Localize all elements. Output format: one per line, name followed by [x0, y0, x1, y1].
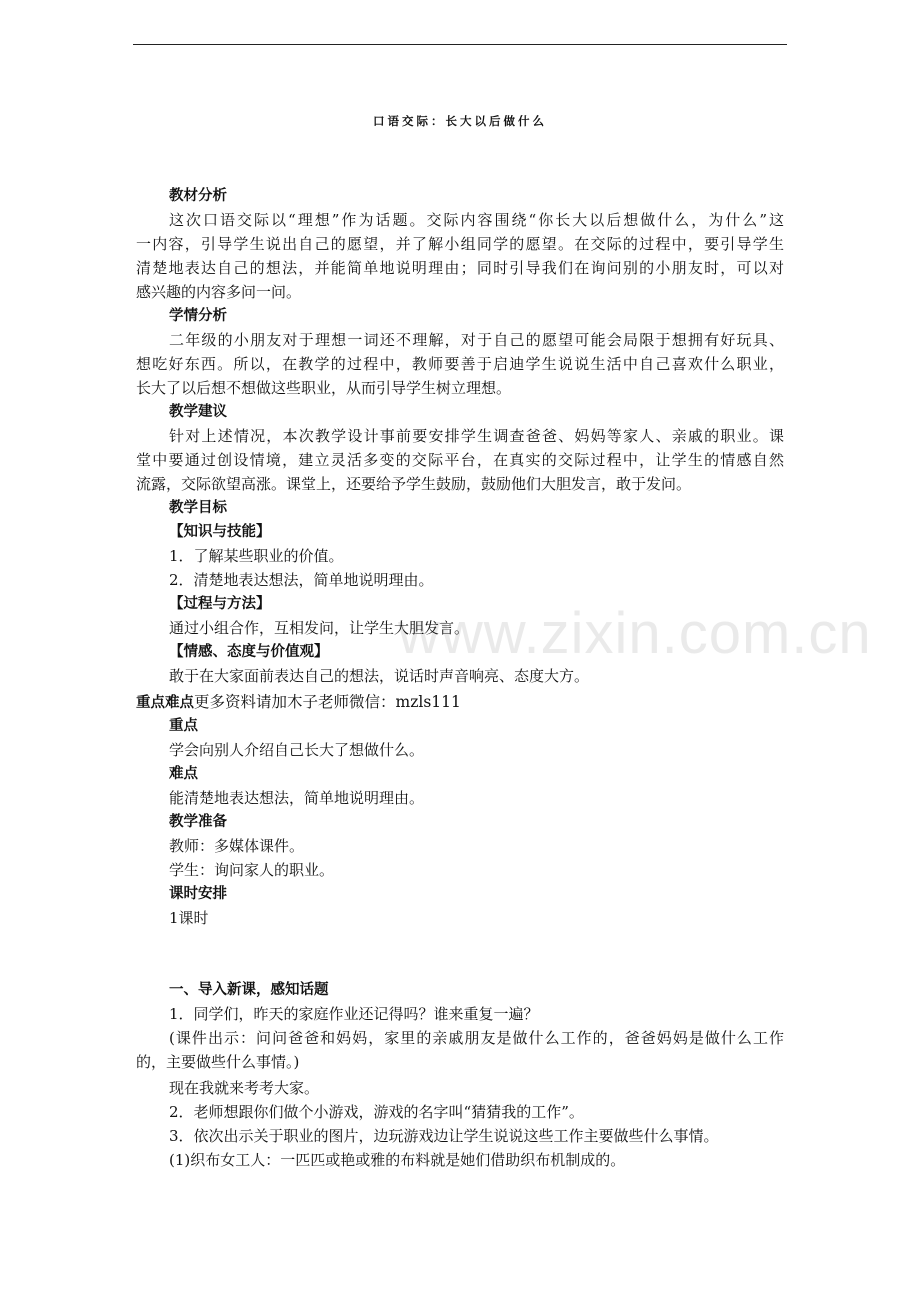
paragraph-line: 现在我就来考考大家。 — [169, 1079, 320, 1097]
schedule-text: 1课时 — [169, 909, 209, 927]
goal-item: 2．清楚地表达想法，简单地说明理由。 — [169, 571, 434, 589]
goal-text: 敢于在大家面前表达自己的想法，说话时声音响亮、态度大方。 — [169, 667, 590, 685]
key-text: 学会向别人介绍自己长大了想做什么。 — [169, 741, 425, 759]
paragraph-line: 1．同学们，昨天的家庭作业还记得吗？谁来重复一遍？ — [169, 1005, 539, 1023]
goal-heading-knowledge: 【知识与技能】 — [169, 524, 271, 540]
part-heading-intro: 一、导入新课，感知话题 — [169, 982, 329, 998]
paragraph-line: 二年级的小朋友对于理想一词还不理解，对于自己的愿望可能会局限于想拥有好玩具、 — [169, 331, 784, 349]
paragraph-line: 的，主要做些什么事情。) — [136, 1053, 300, 1071]
paragraph-line: 3．依次出示关于职业的图片，边玩游戏边让学生说说这些工作主要做些什么事情。 — [169, 1127, 719, 1145]
paragraph-line: 清楚地表达自己的想法，并能简单地说明理由；同时引导我们在询问别的小朋友时，可以对 — [136, 259, 784, 277]
watermark: www.zixin.com.cn — [398, 601, 872, 666]
paragraph-line: 感兴趣的内容多问一问。 — [136, 283, 302, 301]
section-heading-schedule: 课时安排 — [169, 886, 227, 902]
goal-text: 通过小组合作，互相发问，让学生大胆发言。 — [169, 619, 470, 637]
header-rule — [133, 44, 787, 45]
paragraph-line: 长大了以后想不想做这些职业，从而引导学生树立理想。 — [136, 379, 512, 397]
prep-student: 学生：询问家人的职业。 — [169, 861, 335, 879]
paragraph-line: 堂中要通过创设情境，建立灵活多变的交际平台，在真实的交际过程中，让学生的情感自然 — [136, 451, 784, 469]
prep-teacher: 教师：多媒体课件。 — [169, 837, 305, 855]
paragraph-line: 2．老师想跟你们做个小游戏，游戏的名字叫“猜猜我的工作”。 — [169, 1103, 584, 1121]
goal-item: 1．了解某些职业的价值。 — [169, 547, 344, 565]
subheading-difficulty: 难点 — [169, 766, 198, 782]
paragraph-line: (课件出示：问问爸爸和妈妈，家里的亲戚朋友是做什么工作的，爸爸妈妈是做什么工作 — [169, 1029, 784, 1047]
promo-note: 更多资料请加木子老师微信：mzls111 — [194, 693, 461, 711]
goal-heading-process: 【过程与方法】 — [169, 596, 271, 612]
section-heading-student-analysis: 学情分析 — [169, 308, 227, 324]
section-heading-textbook-analysis: 教材分析 — [169, 188, 227, 204]
section-heading-preparation: 教学准备 — [169, 814, 227, 830]
section-heading-teaching-advice: 教学建议 — [169, 404, 227, 420]
paragraph-line: 一内容，引导学生说出自己的愿望，并了解小组同学的愿望。在交际的过程中，要引导学生 — [136, 235, 784, 253]
paragraph-line: 这次口语交际以“理想”作为话题。交际内容围绕“你长大以后想做什么，为什么”这 — [169, 211, 784, 229]
section-heading-key-points: 重点难点 — [136, 695, 194, 711]
goal-heading-emotion: 【情感、态度与价值观】 — [169, 644, 329, 660]
paragraph-line: 针对上述情况，本次教学设计事前要安排学生调查爸爸、妈妈等家人、亲戚的职业。课 — [169, 427, 784, 445]
paragraph-line: 想吃好东西。所以，在教学的过程中，教师要善于启迪学生说说生活中自己喜欢什么职业， — [136, 355, 784, 373]
paragraph-line: 流露，交际欲望高涨。课堂上，还要给予学生鼓励，鼓励他们大胆发言，敢于发问。 — [136, 475, 692, 493]
key-points-line — [136, 692, 461, 713]
subheading-key: 重点 — [169, 718, 198, 734]
difficulty-text: 能清楚地表达想法，简单地说明理由。 — [169, 789, 425, 807]
paragraph-line: (1)织布女工人：一匹匹或艳或雅的布料就是她们借助织布机制成的。 — [169, 1151, 626, 1169]
page-title: 口语交际：长大以后做什么 — [373, 114, 547, 128]
section-heading-teaching-goals: 教学目标 — [169, 500, 227, 516]
